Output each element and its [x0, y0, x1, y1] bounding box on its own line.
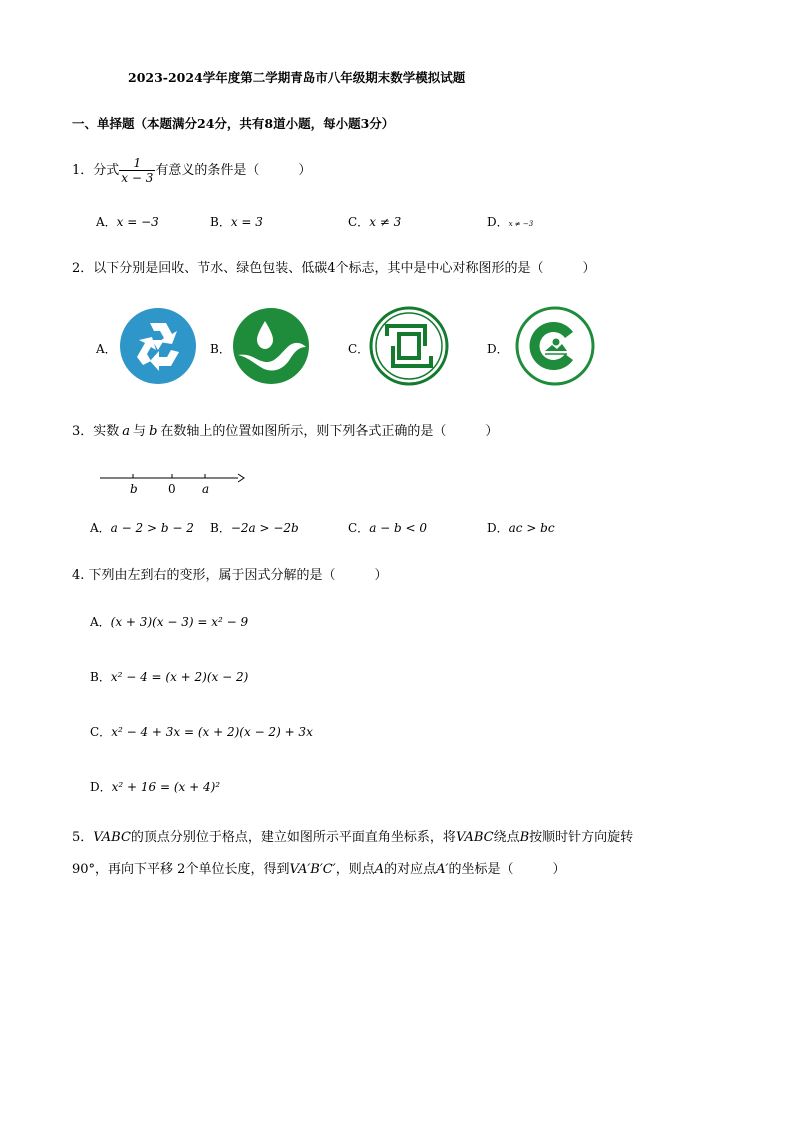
q1-fraction: [119, 156, 155, 185]
q5-text: 的对应点: [384, 862, 437, 877]
q5-text: 90°，再向下平移 2个单位长度，得到: [72, 862, 290, 877]
q3-option-d[interactable]: [487, 519, 555, 536]
q3-var-b: b: [149, 424, 158, 439]
q5-number: 5．: [72, 830, 94, 845]
option-text: x ≠ 3: [369, 215, 402, 229]
q5-text: 的坐标是（ ）: [448, 862, 566, 877]
option-text: −2a > −2b: [230, 521, 299, 535]
exam-title: 2023-2024学年度第二学期青岛市八年级期末数学模拟试题: [128, 70, 466, 85]
option-label: D．: [90, 780, 112, 794]
question-1-stem: [72, 156, 311, 185]
q1-option-a[interactable]: [96, 213, 159, 230]
option-label: B．: [210, 215, 231, 229]
option-label: D．: [487, 215, 509, 229]
option-label: B．: [90, 670, 111, 684]
option-text: a − b < 0: [369, 521, 428, 535]
option-label: A．: [96, 215, 117, 229]
q1-prefix: 1．分式: [72, 163, 120, 178]
q3-option-a[interactable]: [90, 519, 194, 536]
section-heading: 一、单择题（本题满分24分，共有8道小题，每小题3分）: [72, 116, 395, 131]
q3-stem-mid: 与: [133, 424, 147, 439]
question-5-line-1: [72, 826, 633, 845]
option-text: a − 2 > b − 2: [110, 521, 194, 535]
water-saving-logo-icon: [232, 307, 310, 389]
option-text: x² + 16 = (x + 4)²: [111, 780, 221, 794]
number-line-label-b: b: [130, 482, 138, 496]
green-packaging-logo-icon: [369, 306, 449, 390]
q5-triangle-abc: VABC: [93, 830, 131, 845]
option-text: x = −3: [116, 215, 159, 229]
q2-option-a-label[interactable]: A．: [96, 342, 117, 356]
q5-point-a-prime: A′: [436, 862, 449, 877]
q4-option-b[interactable]: [90, 668, 248, 685]
q3-option-b[interactable]: [210, 519, 299, 536]
q4-option-c[interactable]: [90, 723, 313, 740]
option-text: ac > bc: [508, 521, 555, 535]
q5-text: 按顺时针方向旋转: [529, 830, 634, 845]
option-text: (x + 3)(x − 3) = x² − 9: [110, 615, 249, 629]
number-line-label-zero: 0: [168, 482, 176, 496]
question-2-stem: 2．以下分别是回收、节水、绿色包装、低碳4个标志，其中是中心对称图形的是（ ）: [72, 261, 596, 276]
question-5-line-2: [72, 858, 565, 877]
option-label: C．: [348, 521, 370, 535]
q3-stem-prefix: 3．实数: [72, 424, 120, 439]
q1-fraction-denominator: x − 3: [121, 171, 154, 185]
recycle-logo-icon: [119, 307, 197, 389]
q1-fraction-numerator: 1: [119, 156, 155, 171]
option-text: x² − 4 = (x + 2)(x − 2): [110, 670, 249, 684]
q1-option-d[interactable]: [487, 213, 533, 230]
question-3-stem: [72, 420, 498, 439]
option-label: D．: [487, 521, 509, 535]
q2-option-b-label[interactable]: B．: [210, 342, 231, 356]
q5-triangle-abc: VABC: [455, 830, 494, 845]
option-text: x = 3: [230, 215, 263, 229]
option-text: x ≠ −3: [508, 220, 534, 228]
option-label: C．: [90, 725, 112, 739]
q1-suffix: 有意义的条件是（ ）: [155, 163, 312, 178]
option-label: C．: [348, 215, 370, 229]
option-label: B．: [210, 521, 231, 535]
q3-option-c[interactable]: [348, 519, 427, 536]
q2-option-c-label[interactable]: C．: [348, 342, 370, 356]
option-text: x² − 4 + 3x = (x + 2)(x − 2) + 3x: [111, 725, 313, 739]
q5-point-a: A: [374, 862, 385, 877]
option-label: A．: [90, 615, 111, 629]
q5-point-b: B: [519, 830, 530, 845]
q3-var-a: a: [122, 424, 131, 439]
low-carbon-logo-icon: [515, 306, 595, 390]
q3-stem-suffix: 在数轴上的位置如图所示，则下列各式正确的是（ ）: [160, 424, 499, 439]
q2-option-d-label[interactable]: D．: [487, 342, 509, 356]
number-line-label-a: a: [202, 482, 210, 496]
q4-option-a[interactable]: [90, 613, 248, 630]
option-label: A．: [90, 521, 111, 535]
q5-text: 的顶点分别位于格点，建立如图所示平面直角坐标系，将: [130, 830, 456, 845]
q5-triangle-abc-prime: VA′B′C′: [289, 862, 336, 877]
q5-text: 绕点: [493, 830, 520, 845]
q1-option-b[interactable]: [210, 213, 263, 230]
q1-option-c[interactable]: [348, 213, 401, 230]
q4-option-d[interactable]: [90, 778, 220, 795]
question-4-stem: 4. 下列由左到右的变形，属于因式分解的是（ ）: [72, 568, 388, 583]
q5-text: ，则点: [335, 862, 375, 877]
